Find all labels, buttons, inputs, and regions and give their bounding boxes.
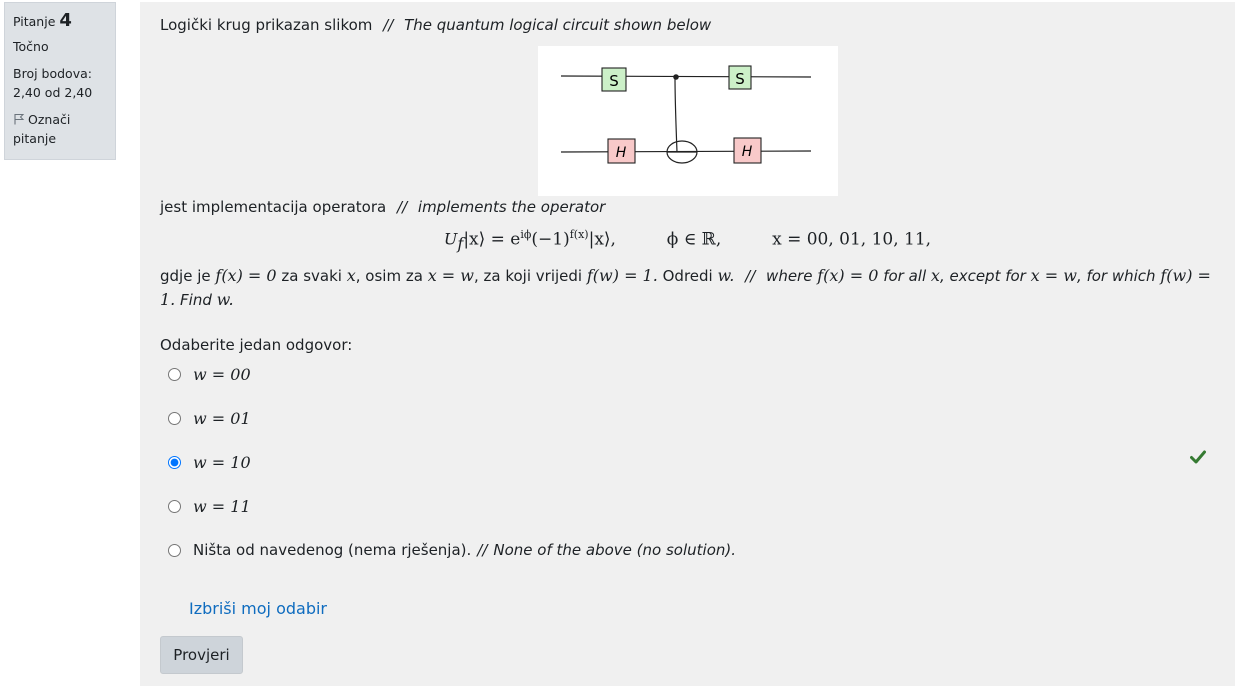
answer-option-11[interactable]: [168, 494, 251, 518]
grade-value: 2,40 od 2,40: [13, 85, 93, 100]
operator-formula: [140, 228, 1235, 253]
cond-fw1: f(w) = 1.: [586, 266, 658, 285]
impl-hr: jest implementacija operatora: [160, 198, 387, 216]
question-content: [140, 2, 1235, 686]
correct-check-icon: [1190, 450, 1206, 464]
cond-gdje-je: gdje je: [160, 267, 211, 285]
intro-en: The quantum logical circuit shown below: [404, 16, 712, 34]
radio-option-10[interactable]: [168, 456, 181, 469]
gate-h-right: [734, 138, 761, 163]
option-11-label: w = 11: [193, 496, 251, 516]
question-state: Točno: [13, 39, 49, 54]
option-none-label-en: None of the above (no solution).: [493, 541, 737, 559]
separator: //: [397, 198, 408, 216]
flag-label-2: pitanje: [13, 131, 57, 146]
option-10-label: w = 10: [193, 452, 251, 472]
gate-h-left-label: H: [615, 145, 627, 161]
option-00-label: w = 00: [193, 364, 251, 384]
gate-s-left-label: S: [609, 72, 619, 90]
formula-mid: (−1): [531, 229, 570, 250]
clear-choice-link[interactable]: Izbriši moj odabir: [189, 599, 327, 618]
question-info: [4, 2, 116, 160]
formula-ket: |x⟩ = e: [463, 229, 521, 250]
cond-w-en: w.: [216, 290, 234, 309]
cond-except-for: , except for: [939, 267, 1026, 285]
formula-rhs: |x⟩,: [588, 229, 616, 250]
cond-x-en: x: [930, 266, 940, 285]
formula-xs: x = 00, 01, 10, 11,: [772, 229, 932, 250]
flag-question-button[interactable]: [13, 110, 107, 148]
cond-za-svaki: za svaki: [281, 267, 342, 285]
answer-option-10[interactable]: [168, 450, 251, 474]
cond-osim-za: , osim za: [355, 267, 423, 285]
gate-s-right: [729, 66, 751, 89]
gate-s-left: [602, 68, 626, 91]
cond-x: x: [346, 266, 356, 285]
impl-en: implements the operator: [417, 198, 606, 216]
formula-phi: ϕ ∈ ℝ,: [666, 229, 722, 250]
cond-xw: x = w: [427, 266, 474, 285]
intro-hr: Logički krug prikazan slikom: [160, 16, 373, 34]
check-button[interactable]: Provjeri: [160, 636, 243, 674]
cond-xw-en: x = w: [1030, 266, 1077, 285]
circuit-wires: [561, 75, 811, 163]
separator: //: [383, 16, 394, 34]
radio-option-01[interactable]: [168, 412, 181, 425]
cond-f0-en: f(x) = 0: [817, 266, 879, 285]
cond-fw1-en: f(w) = 1.: [160, 266, 1211, 309]
answer-option-00[interactable]: [168, 362, 251, 386]
option-none-label-hr: Ništa od navedenog (nema rješenja).: [193, 541, 472, 559]
quantum-circuit-image: [538, 46, 838, 196]
question-number-line: [13, 11, 107, 31]
cond-for-all: for all: [883, 267, 927, 285]
radio-option-none[interactable]: [168, 544, 181, 557]
separator: //: [745, 267, 756, 285]
flag-label: Označi: [28, 112, 71, 127]
gate-h-right-label: H: [741, 144, 753, 160]
answer-option-01[interactable]: [168, 406, 251, 430]
condition-text: [160, 264, 1220, 312]
gate-h-left: [608, 139, 635, 163]
answer-option-none[interactable]: [168, 538, 736, 562]
cond-f0: f(x) = 0: [215, 266, 277, 285]
grade-label: Broj bodova:: [13, 66, 92, 81]
radio-option-11[interactable]: [168, 500, 181, 513]
question-grade: [13, 64, 107, 102]
separator: //: [477, 541, 488, 559]
operator-intro: [160, 198, 605, 216]
question-intro: [160, 16, 711, 34]
formula-exp: iϕ: [520, 228, 532, 241]
cond-w: w.: [717, 266, 735, 285]
cond-za-koji: , za koji vrijedi: [473, 267, 583, 285]
cond-for-which: , for which: [1076, 267, 1156, 285]
radio-option-00[interactable]: [168, 368, 181, 381]
question-number: 4: [59, 10, 72, 31]
answer-prompt: Odaberite jedan odgovor:: [160, 336, 353, 354]
option-01-label: w = 01: [193, 408, 251, 428]
question-label: Pitanje: [13, 14, 56, 29]
formula-lhs: U: [443, 229, 458, 249]
formula-exp2: f(x): [569, 228, 589, 241]
flag-icon: [13, 113, 25, 125]
cond-find: Find: [180, 291, 212, 309]
cond-where: where: [766, 267, 813, 285]
formula-lhs-sub: f: [457, 234, 464, 254]
gate-s-right-label: S: [735, 70, 745, 88]
cond-odredi: Odredi: [662, 267, 713, 285]
